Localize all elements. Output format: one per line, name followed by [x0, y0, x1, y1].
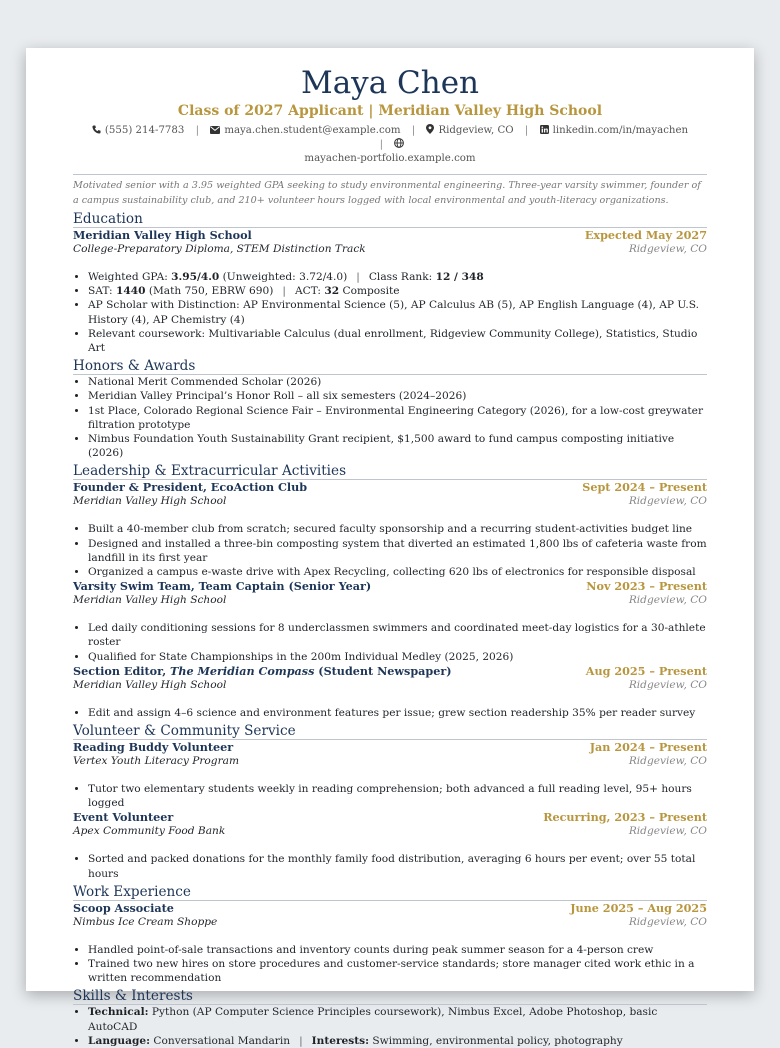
entry-subheader	[73, 824, 707, 838]
list-item: • Meridian Valley Principal’s Honor Roll – all six semesters (2024–2026)	[88, 389, 707, 403]
contact-line	[73, 124, 707, 166]
entry-role: Reading Buddy Volunteer	[73, 740, 234, 755]
entry-header	[73, 740, 707, 754]
entry-location: Ridgeview, CO	[628, 678, 707, 691]
entry-role: Founder & President, EcoAction Club	[73, 480, 308, 495]
entry-role: Varsity Swim Team, Team Captain (Senior Year)	[73, 579, 372, 594]
linkedin-icon	[540, 125, 549, 134]
list-item: • Qualified for State Championships in the 200m Individual Medley (2025, 2026)	[88, 650, 707, 664]
entry-subheader	[73, 678, 707, 692]
linkedin-contact[interactable]	[540, 125, 688, 136]
skills-bullets	[73, 1005, 707, 1048]
entry-bullets	[73, 621, 707, 664]
list-item: • 1st Place, Colorado Regional Science Fair – Environmental Engineering Category (2026), for a low-cost greywater filtration prototype	[88, 404, 707, 432]
entry-location: Ridgeview, CO	[628, 755, 707, 768]
entry-subheader	[73, 494, 707, 508]
list-item: • Nimbus Foundation Youth Sustainability Grant recipient, $1,500 award to fund campus composting initiative (2026)	[88, 432, 707, 460]
entry-header	[73, 901, 707, 915]
entry-bullets	[73, 943, 707, 986]
location-text: Ridgeview, CO	[438, 125, 514, 136]
entry-bullets	[73, 782, 707, 810]
entry-subheader	[73, 242, 707, 256]
entry-org: Nimbus Ice Cream Shoppe	[73, 915, 218, 928]
list-item: • Trained two new hires on store procedures and customer-service standards; store manager cited work ethic in a written recommendation	[88, 957, 707, 985]
entry-date: Nov 2023 – Present	[586, 579, 707, 594]
location-contact	[426, 125, 516, 136]
entry-header	[73, 480, 707, 494]
resume-page	[26, 48, 754, 1047]
list-item: • Built a 40-member club from scratch; secured faculty sponsorship and a recurring student-activities budget line	[88, 522, 707, 536]
entry-org: Apex Community Food Bank	[73, 825, 226, 838]
candidate-name: Maya Chen	[300, 65, 480, 101]
header-divider	[73, 174, 707, 175]
entry-date: Jan 2024 – Present	[589, 740, 707, 755]
summary: Motivated senior with a 3.95 weighted GPA seeking to study environmental engineering. Three-year varsity swimmer, founder of a campus sustainability club, and 210+ volunteer hours logged with local environmental and youth-literacy organizations.	[73, 180, 701, 206]
entry-org: Meridian Valley High School	[73, 495, 227, 508]
list-item: • Edit and assign 4–6 science and environment features per issue; grew section readership 35% per reader survey	[88, 706, 707, 720]
education-bullets	[73, 270, 707, 355]
entry-subheader	[73, 593, 707, 607]
entry-org: Meridian Valley High School	[73, 594, 227, 607]
list-item: • Handled point-of-sale transactions and inventory counts during peak summer season for a 4-person crew	[88, 943, 707, 957]
globe-icon	[394, 138, 404, 148]
section-title-honors: Honors & Awards	[73, 359, 707, 375]
entry-role: Scoop Associate	[73, 900, 174, 915]
section-title-volunteer: Volunteer & Community Service	[73, 724, 707, 740]
entry-date: Sept 2024 – Present	[582, 480, 707, 495]
section-title-education: Education	[73, 212, 707, 228]
publication-name: The Meridian Compass	[170, 663, 315, 678]
entry-header	[73, 579, 707, 593]
entry-role: Section Editor, The Meridian Compass (Student Newspaper)	[73, 663, 452, 678]
list-item: • Sorted and packed donations for the monthly family food distribution, averaging 6 hours per event; over 55 total hours	[88, 852, 707, 880]
phone-icon	[92, 125, 101, 134]
phone-contact[interactable]	[92, 125, 188, 136]
envelope-icon	[210, 126, 220, 134]
list-item: • Language: Conversational Mandarin | Interests: Swimming, environmental policy, photography	[88, 1034, 707, 1048]
section-title-leadership: Leadership & Extracurricular Activities	[73, 464, 707, 480]
entry-location: Ridgeview, CO	[628, 915, 707, 928]
section-title-work: Work Experience	[73, 885, 707, 901]
entry-location: Ridgeview, CO	[628, 594, 707, 607]
section-title-skills: Skills & Interests	[73, 989, 707, 1005]
map-pin-icon	[426, 124, 434, 134]
entry-bullets	[73, 522, 707, 579]
entry-header	[73, 228, 707, 242]
entry-date: Aug 2025 – Present	[585, 663, 707, 678]
entry-org: Meridian Valley High School	[73, 678, 227, 691]
contact-separator: |	[195, 125, 200, 136]
list-item: • National Merit Commended Scholar (2026)	[88, 375, 707, 389]
phone-text: (555) 214-7783	[104, 125, 185, 136]
list-item: • Led daily conditioning sessions for 8 underclassmen swimmers and coordinated meet-day logistics for a 30-athlete roster	[88, 621, 707, 649]
entry-org: Vertex Youth Literacy Program	[73, 755, 239, 768]
list-item: • Technical: Python (AP Computer Science Principles coursework), Nimbus Excel, Adobe Photoshop, basic AutoCAD	[88, 1005, 707, 1033]
list-item: • Weighted GPA: 3.95/4.0 (Unweighted: 3.72/4.0) | Class Rank: 12 / 348	[88, 270, 707, 284]
linkedin-text: linkedin.com/in/mayachen	[552, 125, 689, 136]
candidate-subtitle: Class of 2027 Applicant | Meridian Valley High School	[177, 103, 603, 119]
entry-subheader	[73, 915, 707, 929]
website-link[interactable]: mayachen-portfolio.example.com	[304, 153, 476, 164]
entry-role: Meridian Valley High School	[73, 228, 252, 242]
list-item: • Tutor two elementary students weekly in reading comprehension; both advanced a full reading level, 95+ hours logged	[88, 782, 707, 810]
entry-location: Ridgeview, CO	[628, 825, 707, 838]
entry-org: College-Preparatory Diploma, STEM Distinction Track	[73, 243, 366, 255]
contact-separator: |	[379, 139, 384, 150]
contact-separator: |	[411, 125, 416, 136]
entry-bullets	[73, 852, 707, 880]
list-item: • Organized a campus e-waste drive with Apex Recycling, collecting 620 lbs of electronics for responsible disposal	[88, 565, 707, 579]
entry-location: Ridgeview, CO	[628, 495, 707, 508]
entry-bullets	[73, 706, 707, 720]
contact-separator: |	[524, 125, 529, 136]
entry-date: Expected May 2027	[584, 228, 707, 242]
entry-header	[73, 664, 707, 678]
entry-date: June 2025 – Aug 2025	[570, 900, 707, 915]
honors-bullets	[73, 375, 707, 460]
entry-date: Recurring, 2023 – Present	[543, 810, 707, 825]
list-item: • AP Scholar with Distinction: AP Environmental Science (5), AP Calculus AB (5), AP English Language (4), AP U.S. History (4), AP Chemistry (4)	[88, 298, 707, 326]
entry-header	[73, 810, 707, 824]
entry-role: Event Volunteer	[73, 810, 174, 825]
list-item: • Designed and installed a three-bin composting system that diverted an estimated 1,800 lbs of cafeteria waste from landfill in its first year	[88, 537, 707, 565]
email-contact[interactable]	[210, 125, 403, 136]
entry-location: Ridgeview, CO	[628, 243, 707, 255]
email-text: maya.chen.student@example.com	[224, 125, 401, 136]
list-item: • Relevant coursework: Multivariable Calculus (dual enrollment, Ridgeview Community College), Statistics, Studio Art	[88, 327, 707, 355]
entry-subheader	[73, 754, 707, 768]
list-item: • SAT: 1440 (Math 750, EBRW 690) | ACT: 32 Composite	[88, 284, 707, 298]
